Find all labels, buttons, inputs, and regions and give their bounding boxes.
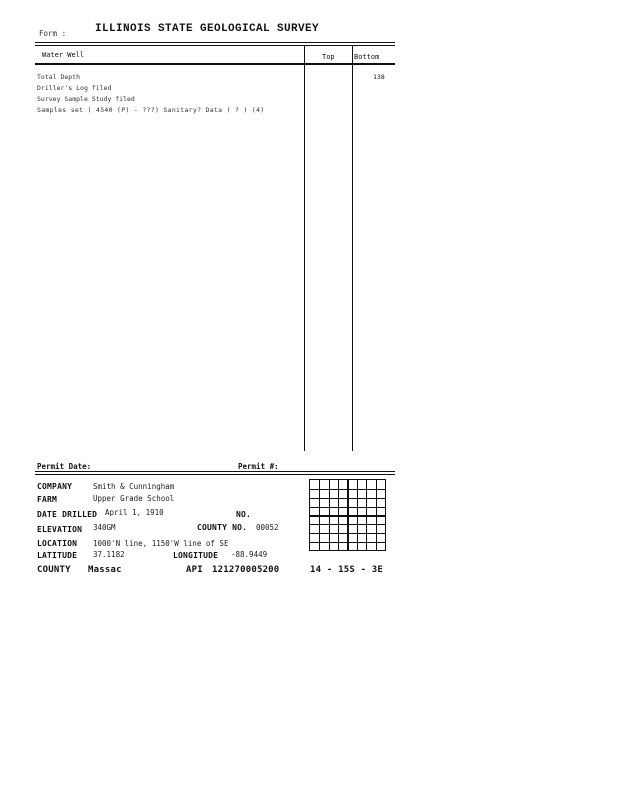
farm-value: Upper Grade School (93, 494, 175, 503)
log-row-bottom: 138 (373, 73, 385, 81)
county-label: COUNTY (37, 565, 71, 575)
permit-rule-2 (35, 474, 395, 475)
latitude-value: 37.1182 (93, 550, 125, 559)
county-value: Massac (88, 565, 122, 575)
date-drilled-label: DATE DRILLED (37, 510, 98, 519)
header-rule-bottom (35, 63, 395, 65)
longitude-label: LONGITUDE (173, 551, 219, 560)
api-value: 121270005200 (212, 565, 280, 575)
latitude-label: LATITUDE (37, 551, 78, 560)
permit-date-label: Permit Date: (37, 462, 92, 471)
company-label: COMPANY (37, 482, 73, 491)
longitude-value: -88.9449 (231, 550, 268, 559)
page-title: ILLINOIS STATE GEOLOGICAL SURVEY (95, 23, 320, 35)
form-label: Form : (39, 29, 67, 38)
county-no-label: COUNTY NO. (197, 523, 248, 532)
elevation-value: 340GM (93, 523, 116, 532)
location-value: 1000'N line, 1150'W line of SE (93, 539, 229, 548)
column-header-top: Top (322, 53, 335, 61)
log-row-text: Driller's Log filed (37, 84, 112, 92)
api-label: API (186, 565, 203, 575)
company-value: Smith & Cunningham (93, 482, 175, 491)
location-label: LOCATION (37, 539, 78, 548)
section-location-grid (309, 479, 386, 551)
no-label: NO. (236, 510, 252, 519)
column-header-description: Water Well (42, 51, 85, 59)
log-row-text: Samples set ( 4540 (P) - ???) Sanitary? Data ( ? ) (4) (37, 106, 265, 114)
header-rule-top (35, 42, 395, 43)
farm-label: FARM (37, 495, 58, 504)
column-header-bottom: Bottom (354, 53, 380, 61)
column-divider-top (304, 45, 305, 451)
log-row-text: Total Depth (37, 73, 81, 81)
elevation-label: ELEVATION (37, 525, 83, 534)
township-range-value: 14 - 15S - 3E (310, 565, 384, 575)
date-drilled-value: April 1, 1910 (105, 508, 164, 517)
permit-number-label: Permit #: (238, 462, 279, 471)
log-row-text: Survey Sample Study filed (37, 95, 135, 103)
permit-rule-1 (35, 471, 395, 472)
county-no-value: 00052 (256, 523, 279, 532)
column-divider-bottom (352, 45, 353, 451)
header-rule-top-2 (35, 45, 395, 46)
